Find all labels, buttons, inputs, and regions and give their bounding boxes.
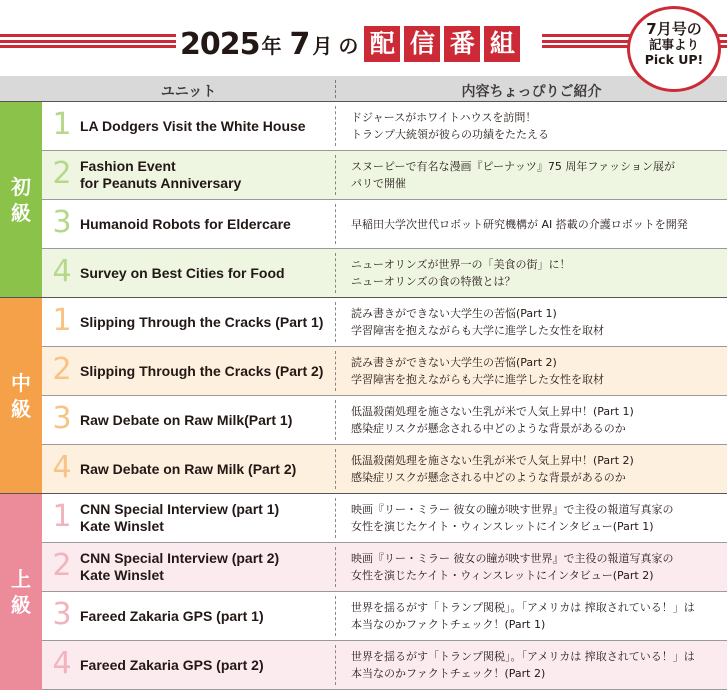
unit-title-line: Fashion Event <box>80 158 176 174</box>
table-row <box>42 298 727 347</box>
content-description <box>351 200 723 248</box>
column-divider <box>335 400 336 440</box>
unit-number: 2 <box>52 156 72 191</box>
unit-title-line: Slipping Through the Cracks (Part 2) <box>80 362 324 379</box>
table-row <box>42 347 727 396</box>
unit-title <box>80 641 330 689</box>
description-line: 感染症リスクが懸念される中どのような背景があるのか <box>351 422 626 435</box>
unit-title <box>80 494 330 542</box>
content-description <box>351 347 723 395</box>
title-kanji-1: 配 <box>364 26 400 62</box>
column-divider <box>335 596 336 636</box>
unit-title <box>80 298 330 346</box>
unit-number: 1 <box>52 303 72 338</box>
unit-title <box>80 151 330 199</box>
unit-number: 3 <box>52 401 72 436</box>
title-month-suffix: 月 <box>312 33 333 58</box>
table-row <box>42 641 727 690</box>
unit-title-line: Raw Debate on Raw Milk(Part 1) <box>80 411 293 428</box>
table-row <box>42 543 727 592</box>
level-label-char: 上 <box>11 567 31 591</box>
description-line: 本当なのかファクトチェック！(Part 2) <box>351 667 546 680</box>
table-row <box>42 445 727 494</box>
badge-line-2: 記事より <box>648 37 699 52</box>
level-label-char: 級 <box>11 201 31 225</box>
level-label-char: 級 <box>11 593 31 617</box>
description-line: 読み書きができない大学生の苦悩(Part 1) <box>351 307 557 320</box>
description-line: スヌーピーで有名な漫画『ピーナッツ』75 周年ファッション展が <box>351 160 675 173</box>
unit-number: 2 <box>52 352 72 387</box>
table-row <box>42 249 727 298</box>
level-label-char: 級 <box>11 397 31 421</box>
header-stripes-left <box>0 34 176 48</box>
column-divider <box>335 351 336 391</box>
unit-title-line: Survey on Best Cities for Food <box>80 264 285 281</box>
title-kanji-3: 番 <box>444 26 480 62</box>
description-line: ニューオリンズの食の特徴とは？ <box>351 275 516 288</box>
unit-title-line: Fareed Zakaria GPS (part 2) <box>80 656 264 673</box>
column-divider <box>335 449 336 489</box>
column-divider <box>335 106 336 146</box>
column-divider <box>335 498 336 538</box>
column-divider <box>335 155 336 195</box>
table-header <box>0 76 727 102</box>
unit-title-line: Humanoid Robots for Eldercare <box>80 215 291 232</box>
content-description <box>351 102 723 150</box>
content-description <box>351 445 723 493</box>
description-line: 女性を演じたケイト・ウィンスレットにインタビュー(Part 1) <box>351 520 654 533</box>
unit-title <box>80 543 330 591</box>
description-line: 映画『リー・ミラー 彼女の瞳が映す世界』で主役の報道写真家の <box>351 552 674 565</box>
level-label-advanced <box>0 494 42 690</box>
description-line: 世界を揺るがす「トランプ関税」。「アメリカは 搾取されている！」は <box>351 601 695 614</box>
unit-title-line: Slipping Through the Cracks (Part 1) <box>80 313 324 330</box>
page-title <box>180 22 524 66</box>
badge-line-1: 7月号の <box>646 20 702 38</box>
description-line: 読み書きができない大学生の苦悩(Part 2) <box>351 356 557 369</box>
page-header <box>0 0 727 76</box>
description-line: 低温殺菌処理を施さない生乳が米で人気上昇中！(Part 1) <box>351 405 634 418</box>
level-label-beginner <box>0 102 42 298</box>
content-description <box>351 494 723 542</box>
description-line: 映画『リー・ミラー 彼女の瞳が映す世界』で主役の報道写真家の <box>351 503 674 516</box>
unit-number: 3 <box>52 205 72 240</box>
table-row <box>42 592 727 641</box>
description-line: 低温殺菌処理を施さない生乳が米で人気上昇中！(Part 2) <box>351 454 634 467</box>
unit-title <box>80 592 330 640</box>
description-line: 女性を演じたケイト・ウィンスレットにインタビュー(Part 2) <box>351 569 654 582</box>
unit-number: 2 <box>52 548 72 583</box>
table-row <box>42 151 727 200</box>
title-kanji-2: 信 <box>404 26 440 62</box>
unit-title <box>80 102 330 150</box>
unit-title <box>80 249 330 297</box>
table-row <box>42 494 727 543</box>
unit-title <box>80 445 330 493</box>
column-divider <box>335 204 336 244</box>
description-line: ニューオリンズが世界一の「美食の街」に！ <box>351 258 571 271</box>
content-description <box>351 396 723 444</box>
level-label-intermediate <box>0 298 42 494</box>
content-description <box>351 151 723 199</box>
level-label-char: 初 <box>11 175 31 199</box>
pickup-badge <box>627 6 721 92</box>
description-line: ドジャースがホワイトハウスを訪問！ <box>351 111 537 124</box>
unit-number: 4 <box>52 450 72 485</box>
unit-number: 4 <box>52 254 72 289</box>
table-row <box>42 396 727 445</box>
column-header-unit: ユニット <box>160 84 217 100</box>
description-line: 感染症リスクが懸念される中どのような背景があるのか <box>351 471 626 484</box>
description-line: 本当なのかファクトチェック！(Part 1) <box>351 618 546 631</box>
content-description <box>351 592 723 640</box>
unit-number: 3 <box>52 597 72 632</box>
table-row <box>42 200 727 249</box>
title-kanji-4: 組 <box>484 26 520 62</box>
unit-title <box>80 200 330 248</box>
unit-number: 1 <box>52 499 72 534</box>
description-line: パリで開催 <box>351 177 406 190</box>
unit-number: 1 <box>52 107 72 142</box>
unit-title-line: Kate Winslet <box>80 518 164 534</box>
description-line: 早稲田大学次世代ロボット研究機構が AI 搭載の介護ロボットを開発 <box>351 217 688 231</box>
unit-title-line: Kate Winslet <box>80 567 164 583</box>
content-description <box>351 249 723 297</box>
description-line: 世界を揺るがす「トランプ関税」。「アメリカは 搾取されている！」は <box>351 650 695 663</box>
table-row <box>42 102 727 151</box>
unit-title-line: for Peanuts Anniversary <box>80 175 242 191</box>
unit-number: 4 <box>52 646 72 681</box>
unit-title-line: CNN Special Interview (part 2) <box>80 550 280 566</box>
description-line: 学習障害を抱えながらも大学に進学した女性を取材 <box>351 324 604 337</box>
title-year: 2025 <box>180 26 260 62</box>
title-year-suffix: 年 <box>261 33 282 58</box>
description-line: 学習障害を抱えながらも大学に進学した女性を取材 <box>351 373 604 386</box>
column-divider <box>335 547 336 587</box>
unit-title <box>80 347 330 395</box>
unit-title-line: Raw Debate on Raw Milk (Part 2) <box>80 460 297 477</box>
unit-title-line: CNN Special Interview (part 1) <box>80 501 280 517</box>
badge-line-3: Pick UP! <box>644 52 704 67</box>
level-label-char: 中 <box>11 371 31 395</box>
column-divider <box>335 253 336 293</box>
title-particle: の <box>338 33 359 58</box>
content-description <box>351 543 723 591</box>
unit-title <box>80 396 330 444</box>
description-line: トランプ大統領が彼らの功績をたたえる <box>351 128 549 141</box>
title-month: 7 <box>289 26 311 62</box>
content-description <box>351 298 723 346</box>
unit-title-line: LA Dodgers Visit the White House <box>80 117 306 134</box>
content-description <box>351 641 723 689</box>
unit-title-line: Fareed Zakaria GPS (part 1) <box>80 607 264 624</box>
column-header-content: 内容ちょっぴりご紹介 <box>461 84 602 100</box>
column-divider <box>335 645 336 685</box>
column-divider <box>335 302 336 342</box>
